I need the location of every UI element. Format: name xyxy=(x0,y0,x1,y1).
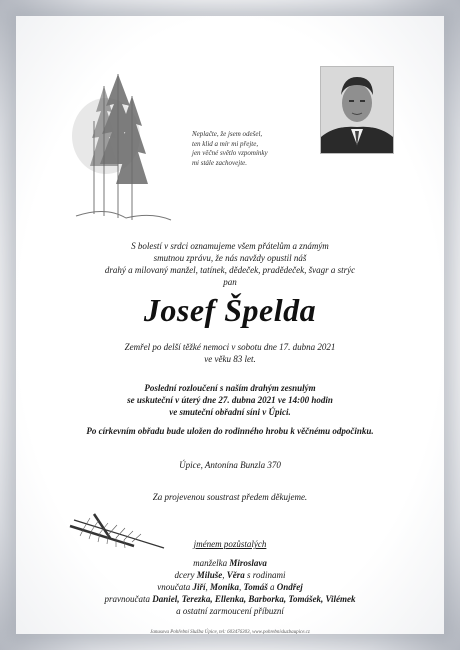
burial-info: Po církevním obřadu bude uložen do rodinného hrobu k věčnému odpočinku. xyxy=(86,426,374,436)
daughter-name: Miluše xyxy=(196,570,223,580)
great-grandchild-names: Daniel, Terezka, Ellenka, Barborka, Tomášek, Vilémek xyxy=(152,594,356,604)
funeral-line: se uskuteční v úterý dne 27. dubna 2021 ve 14:00 hodin xyxy=(127,395,333,405)
wife-name: Miroslava xyxy=(229,558,267,568)
relation-suffix: s rodinami xyxy=(244,570,286,580)
portrait-photo xyxy=(320,66,394,154)
announcement-line: S bolestí v srdci oznamujeme všem přátelům a známým xyxy=(131,241,329,251)
poem-line: Neplačte, že jsem odešel, xyxy=(192,130,263,138)
death-notice xyxy=(60,341,400,365)
announcement-line: pan xyxy=(223,277,237,287)
family-others: a ostatní zarmoucení příbuzní xyxy=(176,606,284,616)
grandchild-name: Jiří xyxy=(192,582,206,592)
thanks: Za projevenou soustrast předem děkujeme. xyxy=(152,492,308,502)
family-list xyxy=(40,557,420,617)
family-great-grandchildren xyxy=(40,593,420,605)
relation-label: manželka xyxy=(193,558,230,568)
separator: , xyxy=(239,582,244,592)
trees-illustration xyxy=(66,66,178,226)
daughter-name: Věra xyxy=(226,570,245,580)
funeral-line: ve smuteční obřadní síni v Úpici. xyxy=(169,407,291,417)
separator: a xyxy=(267,582,277,592)
poem-line: jen věčné světlo vzpomínky xyxy=(192,149,268,157)
announcement-line: smutnou zprávu, že nás navždy opustil náš xyxy=(153,253,307,263)
poem-line: ten klid a mír mi přejte, xyxy=(192,139,259,148)
funeral-info xyxy=(60,382,400,418)
family-wife xyxy=(40,557,420,569)
announcement-line: drahý a milovaný manžel, tatínek, dědeček, pradědeček, švagr a strýc xyxy=(104,265,356,275)
address: Úpice, Antonína Bunzla 370 xyxy=(179,460,281,470)
relation-label: dcery xyxy=(174,570,197,580)
poem xyxy=(192,130,322,168)
grandchild-name: Tomáš xyxy=(243,582,268,592)
separator: , xyxy=(222,570,227,580)
separator: , xyxy=(205,582,211,592)
footer-credit: Janusova Pohřební Služba Úpice, tel: 603476303, www.pohrebnisluzbaupice.cz xyxy=(150,630,310,635)
grandchild-name: Ondřej xyxy=(276,582,303,592)
announcement xyxy=(60,240,400,288)
grandchild-name: Monika xyxy=(210,582,240,592)
poem-line: mi stále zachovejte. xyxy=(192,158,248,167)
family-grandchildren xyxy=(40,581,420,593)
on-behalf-label: jménem pozůstalých xyxy=(193,539,267,549)
relation-label: vnoučata xyxy=(157,582,193,592)
death-line: Zemřel po delší těžké nemoci v sobotu dne 17. dubna 2021 xyxy=(124,342,336,352)
relation-label: pravnoučata xyxy=(104,594,153,604)
death-line: ve věku 83 let. xyxy=(204,354,256,364)
deceased-name: Josef Špelda xyxy=(143,292,317,328)
funeral-line: Poslední rozloučení s naším drahým zesnulým xyxy=(144,383,316,393)
family-daughters xyxy=(40,569,420,581)
